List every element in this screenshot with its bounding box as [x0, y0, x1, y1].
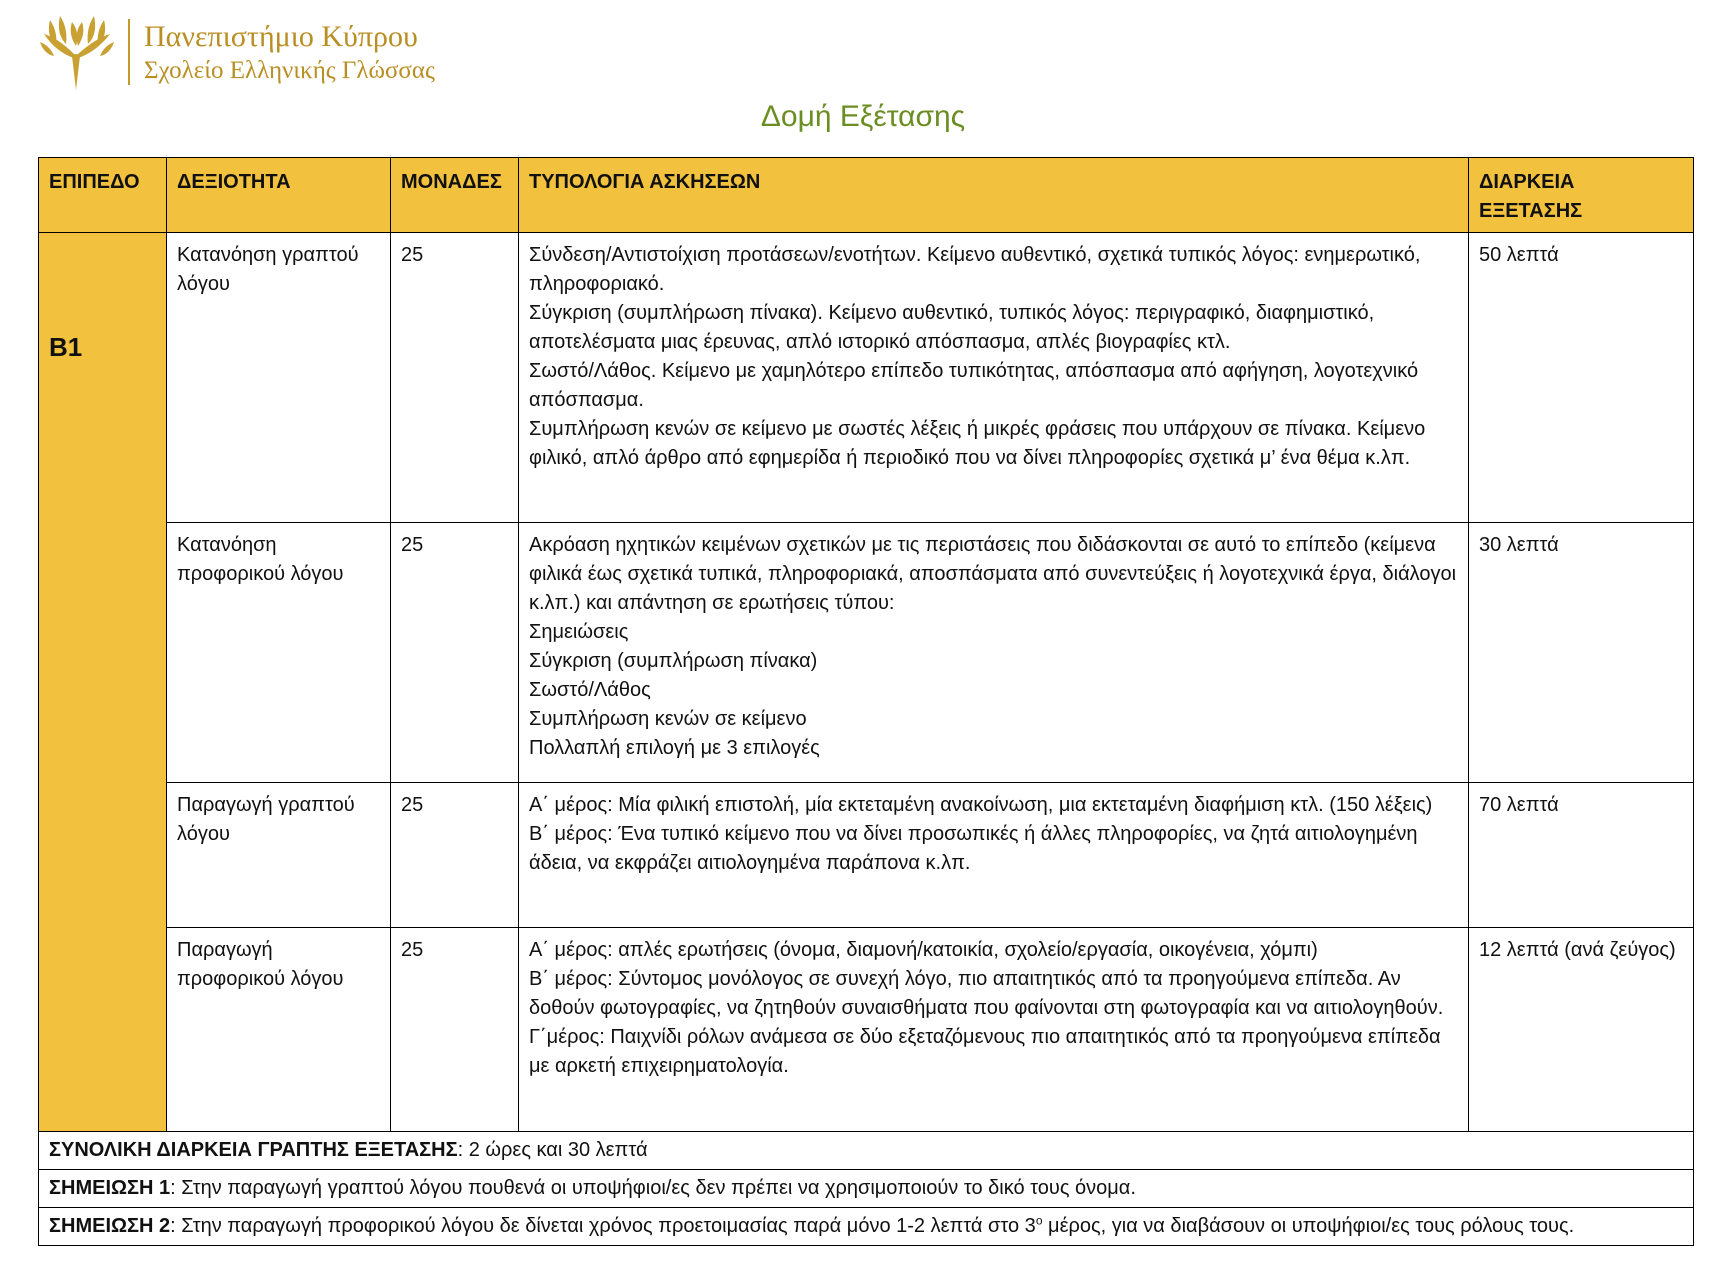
typology-line: Β΄ μέρος: Ένα τυπικό κείμενο που να δίνει προσωπικές ή άλλες πληροφορίες, να ζητά αιτιολογημένη άδεια, να εκφράζει αιτιολογημένα παράπονα κ.λπ.: [529, 823, 1418, 874]
typology-line: Γ΄μέρος: Παιχνίδι ρόλων ανάμεσα σε δύο εξεταζόμενους πιο απαιτητικός από τα προηγούμενα επίπεδα με αρκετή επιχειρηματολογία.: [529, 1026, 1441, 1077]
typology-line: Συμπλήρωση κενών σε κείμενο με σωστές λέξεις ή μικρές φράσεις που υπάρχουν σε πίνακα. Κείμενο φιλικό, απλό άρθρο από εφημερίδα ή περιοδικό που να δίνει πληροφορίες σχετικά μ’ ένα θέμα κ.λπ.: [529, 418, 1426, 469]
table-row: [39, 233, 1694, 523]
typology-line: Β΄ μέρος: Σύντομος μονόλογος σε συνεχή λόγο, πιο απαιτητικός από τα προηγούμενα επίπεδα. Αν δοθούν φωτογραφίες, να ζητηθούν συναισθήματα που φαίνονται στη φωτογραφία και να αιτιολογηθούν.: [529, 968, 1444, 1019]
skill-cell: Κατανόηση προφορικού λόγου: [167, 523, 391, 783]
note-2-cell: [39, 1208, 1694, 1246]
table-row: [39, 523, 1694, 783]
duration-cell: 70 λεπτά: [1469, 783, 1694, 928]
typology-line: Α΄ μέρος: απλές ερωτήσεις (όνομα, διαμονή/κατοικία, σχολείο/εργασία, οικογένεια, χόμπι): [529, 939, 1318, 961]
typology-line: Σημειώσεις: [529, 621, 629, 643]
points-cell: 25: [391, 233, 519, 523]
points-cell: 25: [391, 783, 519, 928]
note-1-cell: [39, 1170, 1694, 1208]
skill-cell: Παραγωγή προφορικού λόγου: [167, 928, 391, 1132]
total-duration-label: ΣΥΝΟΛΙΚΗ ΔΙΑΡΚΕΙΑ ΓΡΑΠΤΗΣ ΕΞΕΤΑΣΗΣ: [49, 1139, 458, 1161]
university-logo: [36, 12, 435, 92]
school-name: Σχολείο Ελληνικής Γλώσσας: [144, 57, 435, 85]
header-points: ΜΟΝΑΔΕΣ: [391, 158, 519, 233]
typology-line: Ακρόαση ηχητικών κειμένων σχετικών με τις περιστάσεις που διδάσκονται σε αυτό το επίπεδο (κείμενα φιλικά έως σχετικά τυπικά, πληροφοριακά, αποσπάσματα από συνεντεύξεις ή λογοτεχνικά έργα, διάλογοι κ.λπ.) και απάντηση σε ερωτήσεις τύπου:: [529, 534, 1457, 614]
page-title: Δομή Εξέτασης: [760, 100, 966, 133]
points-cell: 25: [391, 523, 519, 783]
typology-line: Σωστό/Λάθος: [529, 679, 651, 701]
skill-cell: Παραγωγή γραπτού λόγου: [167, 783, 391, 928]
table-row: [39, 783, 1694, 928]
exam-structure-table: [38, 157, 1694, 1246]
logo-text: [144, 18, 435, 87]
note-1-text: : Στην παραγωγή γραπτού λόγου πουθενά οι υποψήφιοι/ες δεν πρέπει να χρησιμοποιούν το δικό τους όνομα.: [170, 1177, 1136, 1199]
header-typology: ΤΥΠΟΛΟΓΙΑ ΑΣΚΗΣΕΩΝ: [519, 158, 1469, 233]
typology-cell: [519, 783, 1469, 928]
duration-cell: 50 λεπτά: [1469, 233, 1694, 523]
typology-line: Σύνδεση/Αντιστοίχιση προτάσεων/ενοτήτων. Κείμενο αυθεντικό, σχετικά τυπικός λόγος: ενημερωτικό, πληροφοριακό.: [529, 244, 1421, 295]
duration-cell: 12 λεπτά (ανά ζεύγος): [1469, 928, 1694, 1132]
typology-line: Σύγκριση (συμπλήρωση πίνακα). Κείμενο αυθεντικό, τυπικός λόγος: περιγραφικό, διαφημιστικό, αποτελέσματα μιας έρευνας, απλό ιστορικό απόσπασμα, απλές βιογραφίες κτλ.: [529, 302, 1375, 353]
table-header-row: [39, 158, 1694, 233]
logo-separator: [128, 19, 130, 85]
note-2-row: [39, 1208, 1694, 1246]
note-1-label: ΣΗΜΕΙΩΣΗ 1: [49, 1177, 171, 1199]
total-duration-row: [39, 1132, 1694, 1170]
typology-cell: [519, 233, 1469, 523]
note-2-label: ΣΗΜΕΙΩΣΗ 2: [49, 1215, 171, 1237]
note-2-text-end: μέρος, για να διαβάσουν οι υποψήφιοι/ες τους ρόλους τους.: [1042, 1215, 1575, 1237]
header-duration: ΔΙΑΡΚΕΙΑ ΕΞΕΤΑΣΗΣ: [1469, 158, 1694, 233]
total-duration-value: : 2 ώρες και 30 λεπτά: [457, 1139, 648, 1161]
typology-line: Πολλαπλή επιλογή με 3 επιλογές: [529, 737, 820, 759]
header-level: ΕΠΙΠΕΔΟ: [39, 158, 167, 233]
university-name: Πανεπιστήμιο Κύπρου: [144, 19, 418, 53]
note-2-text: : Στην παραγωγή προφορικού λόγου δε δίνεται χρόνος προετοιμασίας παρά μόνο 1-2 λεπτά στο 3: [170, 1215, 1036, 1237]
duration-cell: 30 λεπτά: [1469, 523, 1694, 783]
typology-line: Σύγκριση (συμπλήρωση πίνακα): [529, 650, 818, 672]
typology-cell: [519, 523, 1469, 783]
table-row: [39, 928, 1694, 1132]
level-cell: B1: [39, 233, 167, 1132]
header-skill: ΔΕΞΙΟΤΗΤΑ: [167, 158, 391, 233]
note-1-row: [39, 1170, 1694, 1208]
typology-line: Συμπλήρωση κενών σε κείμενο: [529, 708, 807, 730]
total-duration-cell: [39, 1132, 1694, 1170]
typology-line: Α΄ μέρος: Μία φιλική επιστολή, μία εκτεταμένη ανακοίνωση, μια εκτεταμένη διαφήμιση κτλ. (150 λέξεις): [529, 794, 1433, 816]
olive-tree-logo-icon: [36, 12, 118, 92]
note-2-superscript: ο: [1035, 1213, 1043, 1228]
typology-line: Σωστό/Λάθος. Κείμενο με χαμηλότερο επίπεδο τυπικότητας, απόσπασμα από αφήγηση, λογοτεχνικό απόσπασμα.: [529, 360, 1419, 411]
typology-cell: [519, 928, 1469, 1132]
points-cell: 25: [391, 928, 519, 1132]
skill-cell: Κατανόηση γραπτού λόγου: [167, 233, 391, 523]
